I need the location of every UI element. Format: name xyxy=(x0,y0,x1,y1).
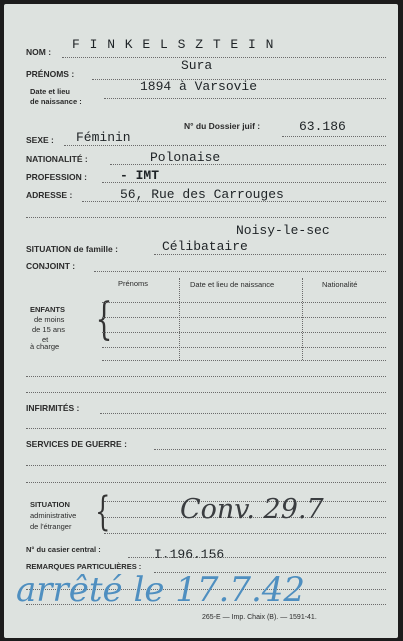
dossier-label: N° du Dossier juif : xyxy=(184,121,261,131)
naissance-line xyxy=(104,98,386,99)
conjoint-label: CONJOINT : xyxy=(26,261,76,271)
prenoms-value: Sura xyxy=(181,58,213,73)
infirmites-line-2 xyxy=(26,428,386,429)
infirmites-label: INFIRMITÉS : xyxy=(26,403,80,413)
enfants-row-line-5 xyxy=(102,360,386,361)
prenoms-label: PRÉNOMS : xyxy=(26,69,75,79)
adresse-line xyxy=(82,201,386,202)
situation-line xyxy=(154,254,386,255)
enfants-row-line-3 xyxy=(102,332,386,333)
adresse-label: ADRESSE : xyxy=(26,190,73,200)
nationalite-label: NATIONALITÉ : xyxy=(26,154,88,164)
enfants-label-1: ENFANTS xyxy=(30,305,66,314)
blank-line-1 xyxy=(26,376,386,377)
nom-value: F I N K E L S Z T E I N xyxy=(72,37,275,52)
sexe-line xyxy=(64,145,386,146)
remarques-handwriting: arrêté le 17.7.42 xyxy=(16,570,306,610)
registration-card xyxy=(4,4,398,638)
sexe-label: SEXE : xyxy=(26,135,54,145)
enfants-label-3: de 15 ans xyxy=(32,325,65,334)
enfants-label-2: de moins xyxy=(34,315,65,324)
profession-label: PROFESSION : xyxy=(26,172,87,182)
situation-value: Célibataire xyxy=(162,239,248,254)
services-line-3 xyxy=(26,482,386,483)
situation-label: SITUATION de famille : xyxy=(26,244,118,254)
sexe-value: Féminin xyxy=(76,130,131,145)
naissance-value: 1894 à Varsovie xyxy=(140,79,258,94)
casier-value: I.196.156 xyxy=(154,547,225,562)
situation-etranger-brace: { xyxy=(95,489,111,535)
enfants-label-4: et xyxy=(42,335,49,344)
situation-etranger-handwriting: Conv. 29.7 xyxy=(180,494,324,525)
conjoint-line xyxy=(94,271,386,272)
col-naissance-header: Date et lieu de naissance xyxy=(190,280,275,289)
enfants-brace: { xyxy=(95,294,113,345)
services-line xyxy=(154,449,386,450)
nationalite-value: Polonaise xyxy=(150,150,221,165)
enfants-row-line-4 xyxy=(102,347,386,348)
profession-value: - IMT xyxy=(120,168,160,183)
situation-etranger-line-3 xyxy=(104,533,386,534)
printer-footer: 265-E — Imp. Chaix (B). — 1591-41. xyxy=(202,614,317,621)
situation-etranger-label-3: de l'étranger xyxy=(30,522,72,531)
remarques-label: REMARQUES PARTICULIÈRES : xyxy=(26,562,142,571)
blank-line-2 xyxy=(26,392,386,393)
casier-line xyxy=(128,557,386,558)
naissance-label-line2: de naissance : xyxy=(30,97,82,106)
nationalite-line xyxy=(110,164,386,165)
naissance-label-line1: Date et lieu xyxy=(30,87,71,96)
casier-label: N° du casier central : xyxy=(26,545,101,554)
dossier-value: 63.186 xyxy=(299,119,346,134)
enfants-row-line-2 xyxy=(102,317,386,318)
services-line-2 xyxy=(26,465,386,466)
situation-etranger-label-2: administrative xyxy=(30,511,77,520)
adresse-value-2: Noisy-le-sec xyxy=(236,223,330,238)
enfants-row-line-1 xyxy=(102,302,386,303)
adresse-value: 56, Rue des Carrouges xyxy=(120,187,284,202)
nom-label: NOM : xyxy=(26,47,52,57)
col-prenoms-header: Prénoms xyxy=(118,279,149,288)
adresse-line-2 xyxy=(26,217,386,218)
profession-line xyxy=(102,182,386,183)
services-label: SERVICES DE GUERRE : xyxy=(26,439,127,449)
col-nationalite-header: Nationalité xyxy=(322,280,358,289)
infirmites-line xyxy=(100,413,386,414)
nom-line xyxy=(62,57,386,58)
situation-etranger-label-1: SITUATION xyxy=(30,500,70,509)
dossier-line xyxy=(282,136,386,137)
enfants-label-5: à charge xyxy=(30,342,60,351)
